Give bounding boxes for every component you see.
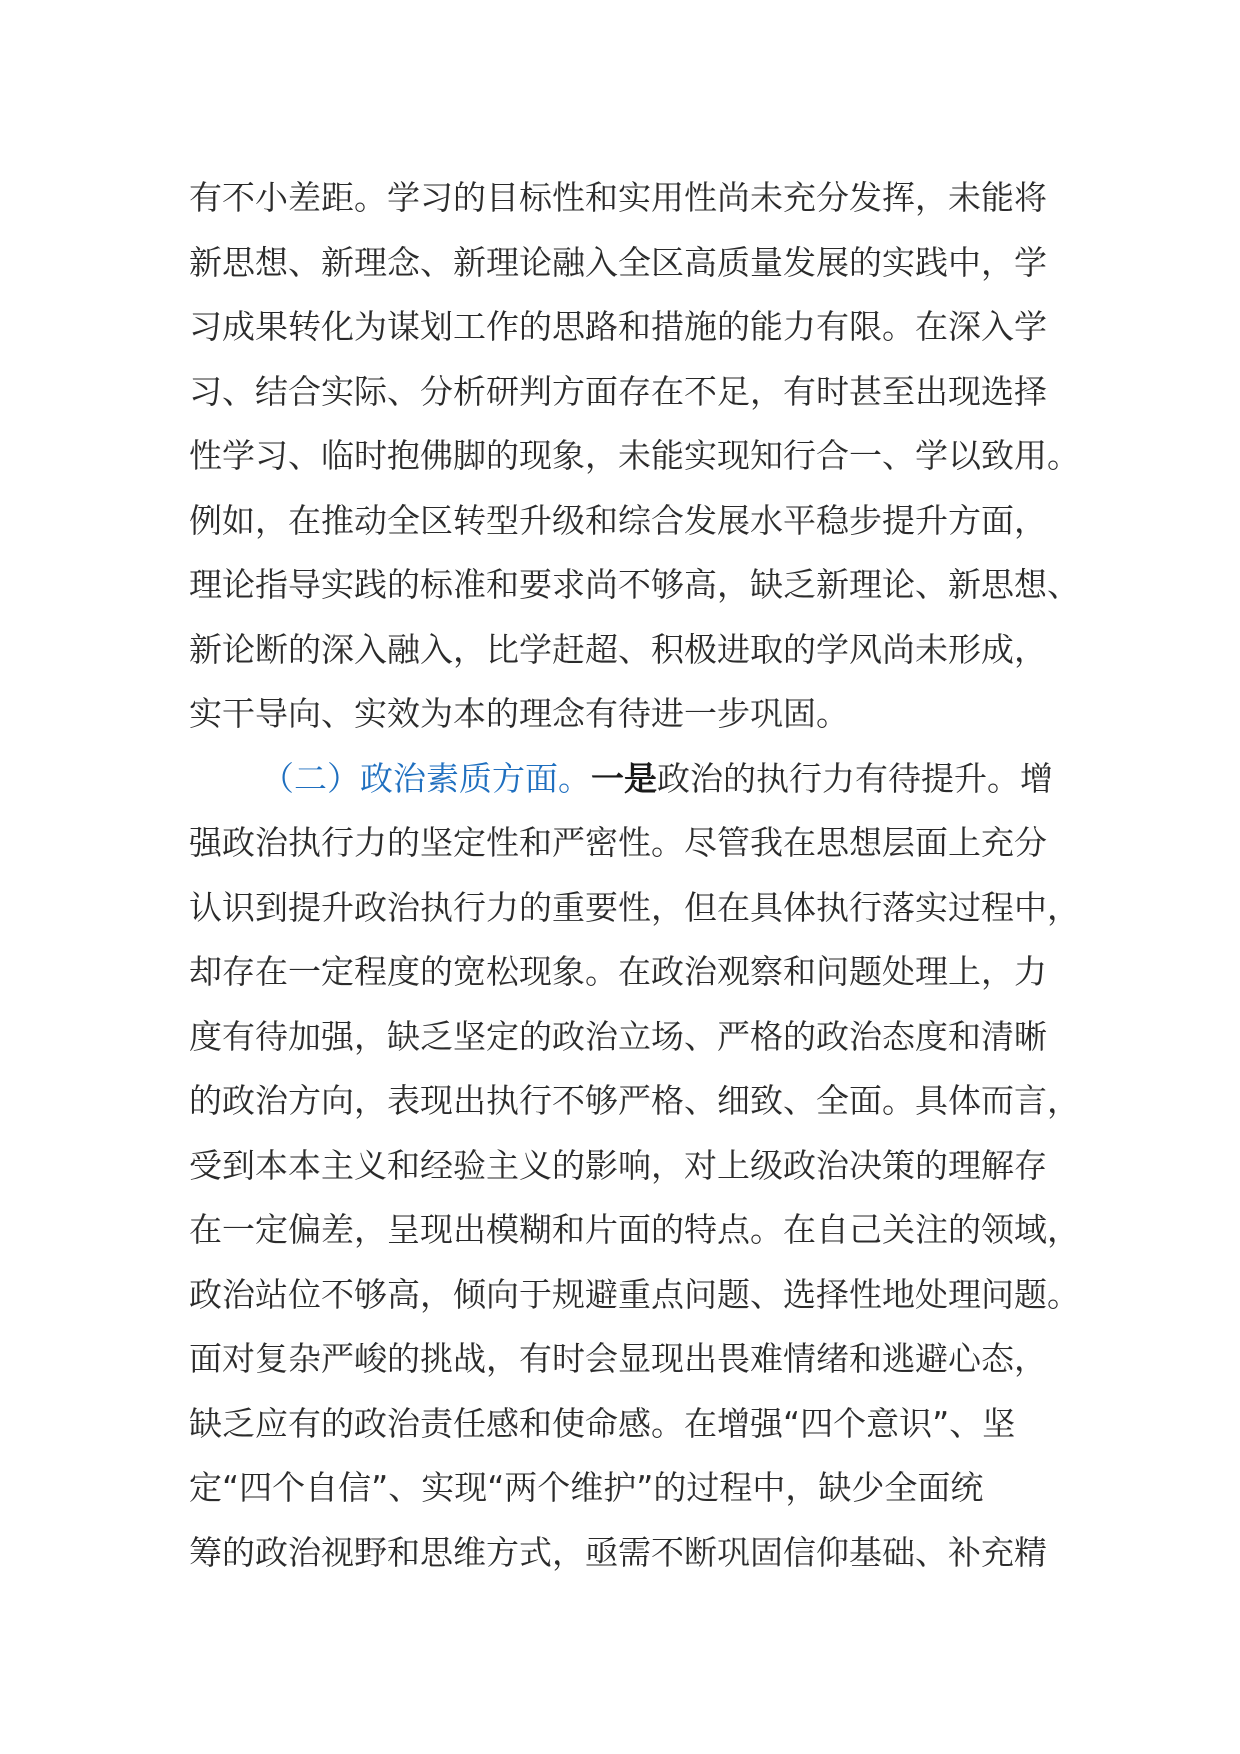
text-line: 有不小差距。学习的目标性和实用性尚未充分发挥，未能将: [189, 178, 1047, 217]
bold-lead: 一是: [591, 758, 657, 798]
text-line: 性学习、临时抱佛脚的现象，未能实现知行合一、学以致用。: [189, 436, 1080, 475]
text-line: 缺乏应有的政治责任感和使命感。在增强“四个意识”、坚: [189, 1403, 1016, 1443]
paragraph-2: [189, 747, 1080, 1586]
text-line: 筹的政治视野和思维方式，亟需不断巩固信仰基础、补充精: [189, 1532, 1047, 1572]
text-line: 理论指导实践的标准和要求尚不够高，缺乏新理论、新思想、: [189, 565, 1080, 604]
paragraph-2-first-line: [189, 747, 1069, 812]
text-line: 例如，在推动全区转型升级和综合发展水平稳步提升方面，: [189, 500, 1047, 540]
text-line: 受到本本主义和经验主义的影响，对上级政治决策的理解存: [189, 1145, 1047, 1185]
text-line: 的政治方向，表现出执行不够严格、细致、全面。具体而言，: [189, 1081, 1080, 1120]
body-text: [189, 166, 1080, 1585]
first-line-text: 政治的执行力有待提升。增: [657, 758, 1053, 798]
paragraph-1: [189, 166, 1080, 747]
text-line: 新论断的深入融入，比学赶超、积极进取的学风尚未形成，: [189, 629, 1047, 669]
text-line: 在一定偏差，呈现出模糊和片面的特点。在自己关注的领域，: [189, 1210, 1080, 1249]
text-line: 实干导向、实效为本的理念有待进一步巩固。: [189, 694, 849, 733]
text-line: 面对复杂严峻的挑战，有时会显现出畏难情绪和逃避心态，: [189, 1339, 1047, 1378]
text-line: 习成果转化为谋划工作的思路和措施的能力有限。在深入学: [189, 307, 1047, 346]
text-line: 度有待加强，缺乏坚定的政治立场、严格的政治态度和清晰: [189, 1016, 1047, 1056]
text-line: 认识到提升政治执行力的重要性，但在具体执行落实过程中，: [189, 887, 1080, 927]
section-heading: （二）政治素质方面。: [261, 758, 591, 798]
text-line: 强政治执行力的坚定性和严密性。尽管我在思想层面上充分: [189, 823, 1047, 862]
text-line: 习、结合实际、分析研判方面存在不足，有时甚至出现选择: [189, 371, 1047, 411]
text-line: 定“四个自信”、实现“两个维护”的过程中，缺少全面统: [189, 1468, 984, 1507]
text-line: 却存在一定程度的宽松现象。在政治观察和问题处理上，力: [189, 952, 1047, 991]
text-line: 新思想、新理念、新理论融入全区高质量发展的实践中，学: [189, 242, 1047, 282]
text-line: 政治站位不够高，倾向于规避重点问题、选择性地处理问题。: [189, 1274, 1080, 1314]
